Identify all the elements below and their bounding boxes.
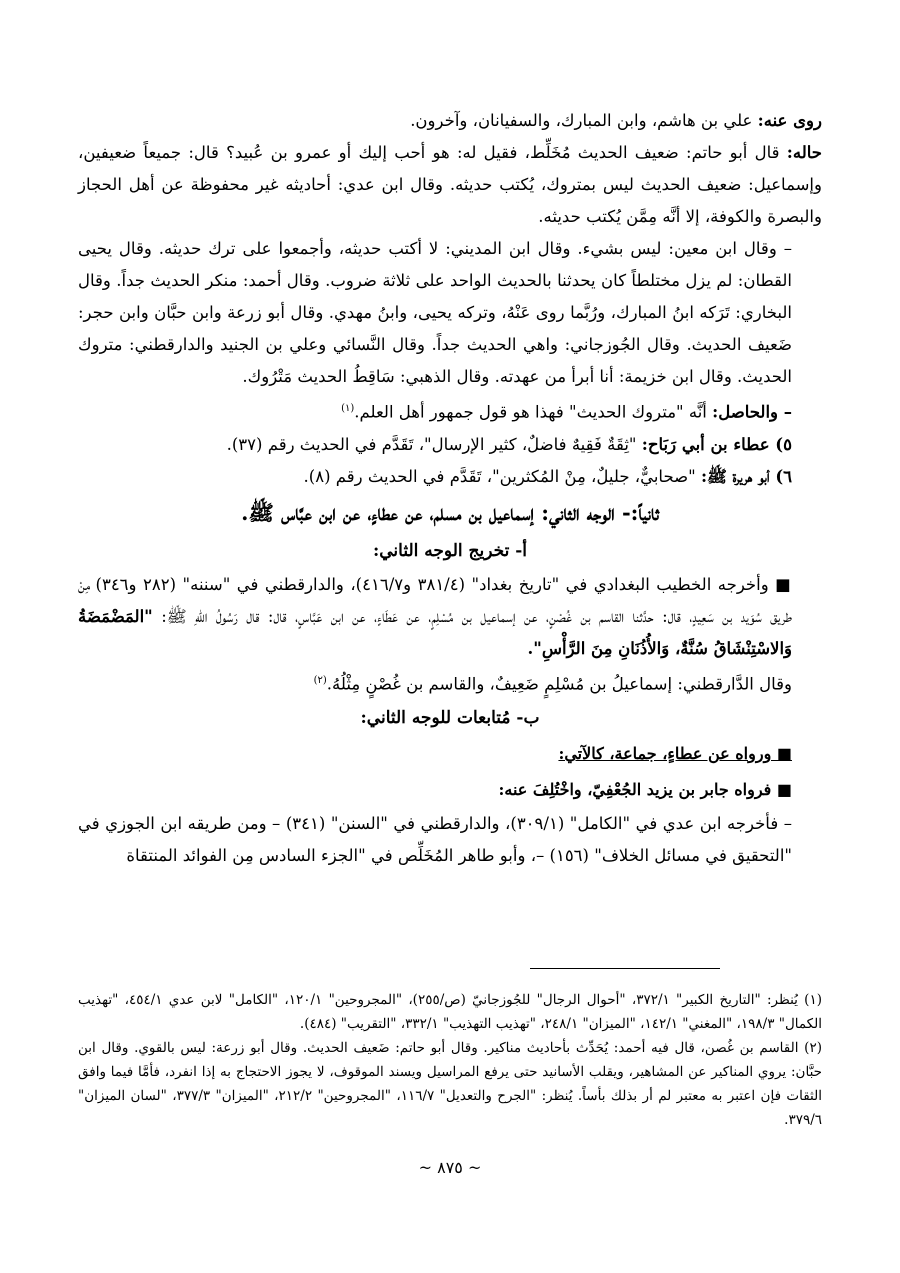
subheading-a: أ- تخريج الوجه الثاني: [372,540,528,561]
footnotes [78,988,822,1132]
main-text [78,105,822,872]
narrator-6-paragraph [78,461,822,493]
subheading-b: ب- مُتابعات للوجه الثاني: [360,708,540,728]
page-number: ~ ٨٧٥ ~ [418,1158,482,1177]
section-heading: ثانياً:- الوجه الثاني: إسماعيل بن مسلم، عن عطاءٍ، عن ابن عبَّاس ﷺ. [241,499,659,525]
takhrij-paragraph [78,569,822,665]
narrator-6-label: ٦) أبو هريرة ﷺ: [700,466,792,486]
narrator-5-label: ٥) عطاء بن أبي رَبَاح: [641,434,792,454]
narrators-text: علي بن هاشم، وابن المبارك، والسفيانان، وآخرون. [410,111,758,130]
bullet-2: ■ فرواه جابر بن يزيد الجُعْفِيّ، واخْتُلِفَ عنه: [498,780,792,799]
daraqutni-text: وقال الدَّارقطني: إسماعيلُ بن مُسْلِمٍ ضَعِيفٌ، والقاسم بن غُصْنٍ مِثْلُهُ. [326,674,792,693]
status-text: قال أبو حاتم: ضعيف الحديث مُخَلِّط، فقيل له: هو أحب إليك أو عمرو بن عُبيد؟ قال: جميعاً ضعيفين، وإسماعيل: ضعيف الحديث ليس بمتروك، يُكتب حديثه. وقال ابن عدي: أحاديثه غير محفوظة عن أهل الحجاز والبصرة والكوفة، إلا أنَّه مِمَّن يُكتب حديثه. [78,143,822,226]
hadith-text: "المَضْمَضَةُ وَالاسْتِنْشَاقُ سُنَّةٌ، وَالأُذُنَانِ مِنَ الرَّأْسِ". [78,606,792,658]
conclusion-label: – والحاصل: [712,402,792,422]
bullet-1: ■ ورواه عن عطاءٍ، جماعة، كالآتي: [558,744,792,763]
narrator-5-paragraph [78,429,822,461]
narrator-5-text: "ثِقَةٌ فَقِيهٌ فاضلٌ، كثير الإرسال"، تَقَدَّم في الحديث رقم (٣٧). [226,434,642,454]
status-label: حاله: [786,143,822,162]
footnote-ref-1[interactable]: (١) [341,403,355,414]
narrators-paragraph [78,105,822,137]
narrators-label: روى عنه: [757,111,822,130]
critics-paragraph: – وقال ابن معين: ليس بشيء. وقال ابن المديني: لا أكتب حديثه، وأجمعوا على ترك حديثه. وقال يحيى القطان: لم يزل مختلطاً كان يحدثنا بالحديث الواحد على ثلاثة ضروب. وقال أحمد: منكر الحديث جداً. وقال البخاري: تَرَكه ابنُ المبارك، ورُبَّما روى عَنْهُ، وتركه يحيى، وابنُ مهدي. وقال أبو زرعة وابن حبَّان وابن حجر: ضَعيف الحديث. وقال الجُوزجاني: واهي الحديث جداً. وقال النَّسائي وعلي بن الجنيد والدارقطني: متروك الحديث. وقال ابن خزيمة: أنا أبرأ من عهدته. وقال الذهبي: سَاقِطُ الحديث مَتْرُوك. [78,239,792,386]
takhrij-text: ■ وأخرجه الخطيب البغدادي في "تاريخ بغداد" (٣٨١/٤ و٤١٦/٧)، والدارقطني في "سننه" (٢٨٢ و٣٤٦) مِنْ طريق سُوَيد بن سَعِيدٍ، قال: حدَّثنا القاسم بن غُصْنٍ، عن إسماعيل بن مُسْلِمٍ، عن عَطَاءٍ، عن ابن عَبَّاسٍ، قال: قال رَسُولُ اللهِ ﷺ: [78,574,792,626]
sources-paragraph: – فأخرجه ابن عدي في "الكامل" (٣٠٩/١)، والدارقطني في "السنن" (٣٤١) – ومن طريقه ابن الجوزي في "التحقيق في مسائل الخلاف" (١٥٦) –، وأبو طاهر المُخَلِّص في "الجزء السادس مِن الفوائد المنتقاة [78,814,792,865]
footnote-separator [530,968,720,969]
footnote-1: (١) يُنظر: "التاريخ الكبير" ٣٧٢/١، "أحوال الرجال" للجُوزجانيّ (ص/٢٥٥)، "المجروحين" ١٢٠/١، "الكامل" لابن عدي ٤٥٤/١، "تهذيب الكمال" ١٩٨/٣، "المغني" ١٤٢/١، "الميزان" ٢٤٨/١، "تهذيب التهذيب" ٣٣٢/١، "التقريب" (٤٨٤). [78,992,822,1032]
narrator-6-text: "صحابيٌّ، جليلٌ، مِنْ المُكثرين"، تَقَدَّم في الحديث رقم (٨). [303,466,701,486]
status-paragraph [78,137,822,233]
conclusion-paragraph [78,393,822,429]
footnote-2: (٢) القاسم بن غُصن، قال فيه أحمد: يُحَدِّث بأحاديث مناكير. وقال أبو حاتم: ضَعيف الحديث. وقال أبو زرعة: ليس بالقوي. وقال ابن حبَّان: يروي المناكير عن المشاهير، ويقلب الأسانيد حتى يرفع المراسيل ويسند الموقوف، لا يجوز الاحتجاج به إذا انفرد، فأمَّا فيما وافق الثقات فإن اعتبر به معتبر لم أر بذلك بأساً. يُنظر: "الجرح والتعديل" ١١٦/٧، "المجروحين" ٢١٢/٢، "الميزان" ٣٧٧/٣، "لسان الميزان" ٣٧٩/٦. [78,1040,822,1128]
footnote-ref-2[interactable]: (٢) [313,674,327,686]
conclusion-text: أنَّه "متروك الحديث" فهذا هو قول جمهور أهل العلم. [354,402,713,422]
daraqutni-paragraph [78,665,822,701]
